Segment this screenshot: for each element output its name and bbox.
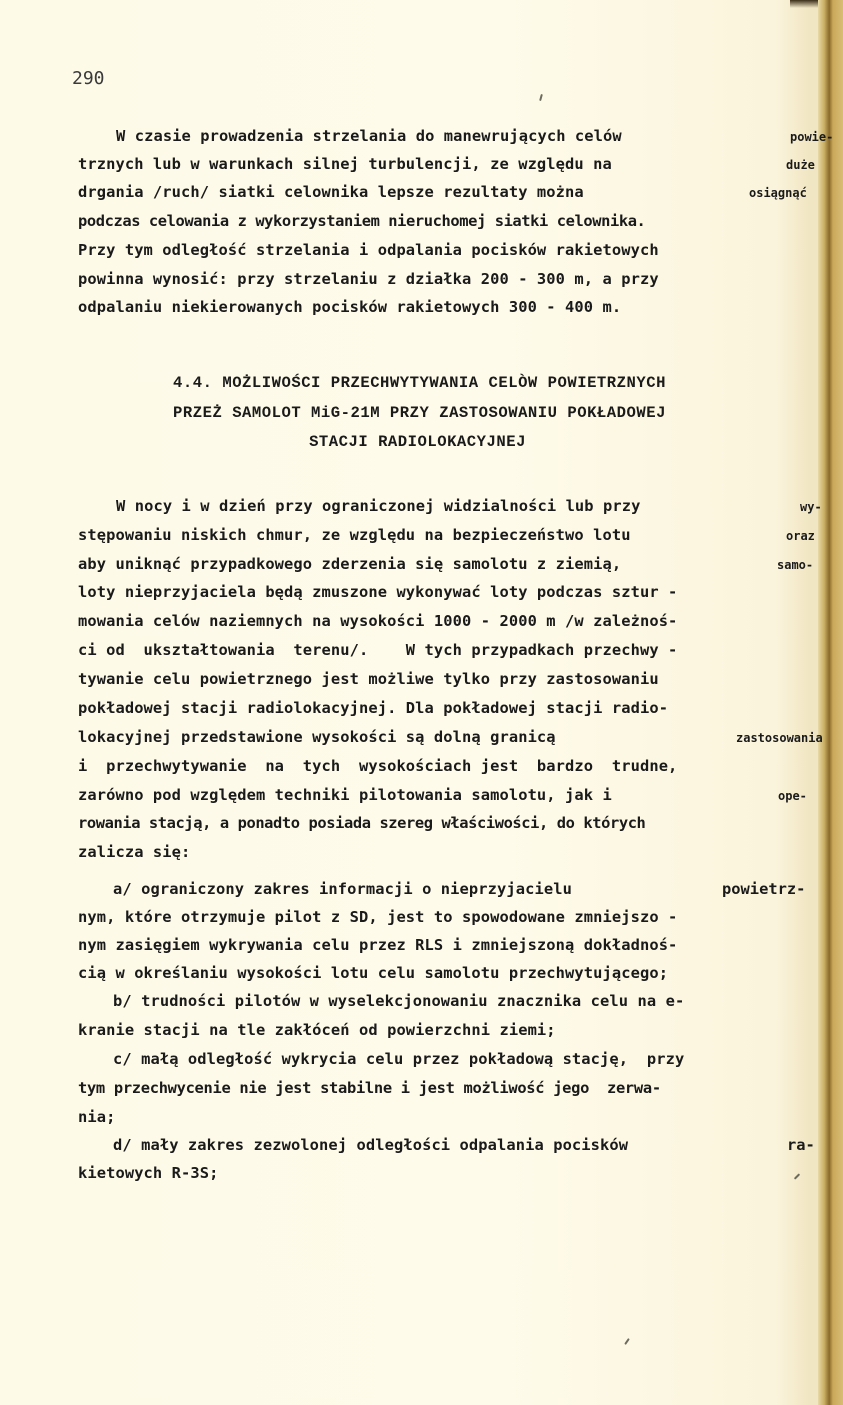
text-line: pokładowej stacji radiolokacyjnej. Dla pokładowej stacji radio- <box>78 699 669 717</box>
text-line-tail: duże <box>786 158 815 172</box>
text-line: rowania stacją, a ponadto posiada szereg właściwości, do których <box>78 814 646 832</box>
text-line: loty nieprzyjaciela będą zmuszone wykonywać loty podczas sztur - <box>78 583 678 601</box>
text-line-tail: powie- <box>790 130 834 144</box>
page-number: 290 <box>72 68 105 89</box>
book-binding-edge <box>818 0 843 1405</box>
text-line-tail: osiągnąć <box>749 186 807 200</box>
text-line: zalicza się: <box>78 843 191 861</box>
text-line: zarówno pod względem techniki pilotowania samolotu, jak i <box>78 786 612 804</box>
text-line: trznych lub w warunkach silnej turbulencji, ze względu na <box>78 155 612 173</box>
text-line: tym przechwycenie nie jest stabilne i jest możliwość jego zerwa- <box>78 1079 661 1097</box>
heading-line: STACJI RADIOLOKACYJNEJ <box>309 433 526 451</box>
text-line: podczas celowania z wykorzystaniem nieruchomej siatki celownika. <box>78 212 646 230</box>
stray-mark <box>624 1338 630 1345</box>
text-line: cią w określaniu wysokości lotu celu samolotu przechwytującego; <box>78 964 669 982</box>
text-line: aby uniknąć przypadkowego zderzenia się samolotu z ziemią, <box>78 555 622 573</box>
text-line: nia; <box>78 1108 116 1126</box>
text-line: kranie stacji na tle zakłóceń od powierzchni ziemi; <box>78 1021 556 1039</box>
text-line-tail: zastosowania <box>736 731 823 745</box>
text-line: mowania celów naziemnych na wysokości 1000 - 2000 m /w zależnoś- <box>78 612 678 630</box>
heading-line: 4.4. MOŻLIWOŚCI PRZECHWYTYWANIA CELÒW POWIETRZNYCH <box>173 374 666 392</box>
heading-line: PRZEŻ SAMOLOT MiG-21M PRZY ZASTOSOWANIU POKŁADOWEJ <box>173 404 666 422</box>
text-line: odpalaniu niekierowanych pocisków rakietowych 300 - 400 m. <box>78 298 622 316</box>
text-line: drgania /ruch/ siatki celownika lepsze rezultaty można <box>78 183 584 201</box>
text-line: kietowych R-3S; <box>78 1164 219 1182</box>
text-line: b/ trudności pilotów w wyselekcjonowaniu znacznika celu na e- <box>113 992 685 1010</box>
text-line-tail: wy- <box>800 500 822 514</box>
text-line: c/ małą odległość wykrycia celu przez pokładową stację, przy <box>113 1050 685 1068</box>
text-line: W nocy i w dzień przy ograniczonej widzialności lub przy <box>116 497 641 515</box>
text-line: nym zasięgiem wykrywania celu przez RLS i zmniejszoną dokładnoś- <box>78 936 678 954</box>
text-line: stępowaniu niskich chmur, ze względu na bezpieczeństwo lotu <box>78 526 631 544</box>
stray-mark <box>794 1173 800 1179</box>
text-line: lokacyjnej przedstawione wysokości są dolną granicą <box>78 728 556 746</box>
text-line: nym, które otrzymuje pilot z SD, jest to spowodowane zmniejszo - <box>78 908 678 926</box>
text-line-tail: ope- <box>778 789 807 803</box>
text-line-tail: oraz <box>786 529 815 543</box>
text-line: powinna wynosić: przy strzelaniu z działka 200 - 300 m, a przy <box>78 270 659 288</box>
text-line: W czasie prowadzenia strzelania do manewrujących celów <box>116 127 622 145</box>
text-line-tail: powietrz- <box>722 880 806 898</box>
text-line-tail: samo- <box>777 558 814 572</box>
text-line: tywanie celu powietrznego jest możliwe tylko przy zastosowaniu <box>78 670 659 688</box>
text-line: i przechwytywanie na tych wysokościach jest bardzo trudne, <box>78 757 678 775</box>
text-line: ci od ukształtowania terenu/. W tych przypadkach przechwy - <box>78 641 678 659</box>
text-line: Przy tym odległość strzelania i odpalania pocisków rakietowych <box>78 241 659 259</box>
text-line: a/ ograniczony zakres informacji o nieprzyjacielu <box>113 880 572 898</box>
text-line-tail: ra- <box>787 1136 815 1154</box>
stray-mark <box>539 94 543 101</box>
text-line: d/ mały zakres zezwolonej odległości odpalania pocisków <box>113 1136 629 1154</box>
